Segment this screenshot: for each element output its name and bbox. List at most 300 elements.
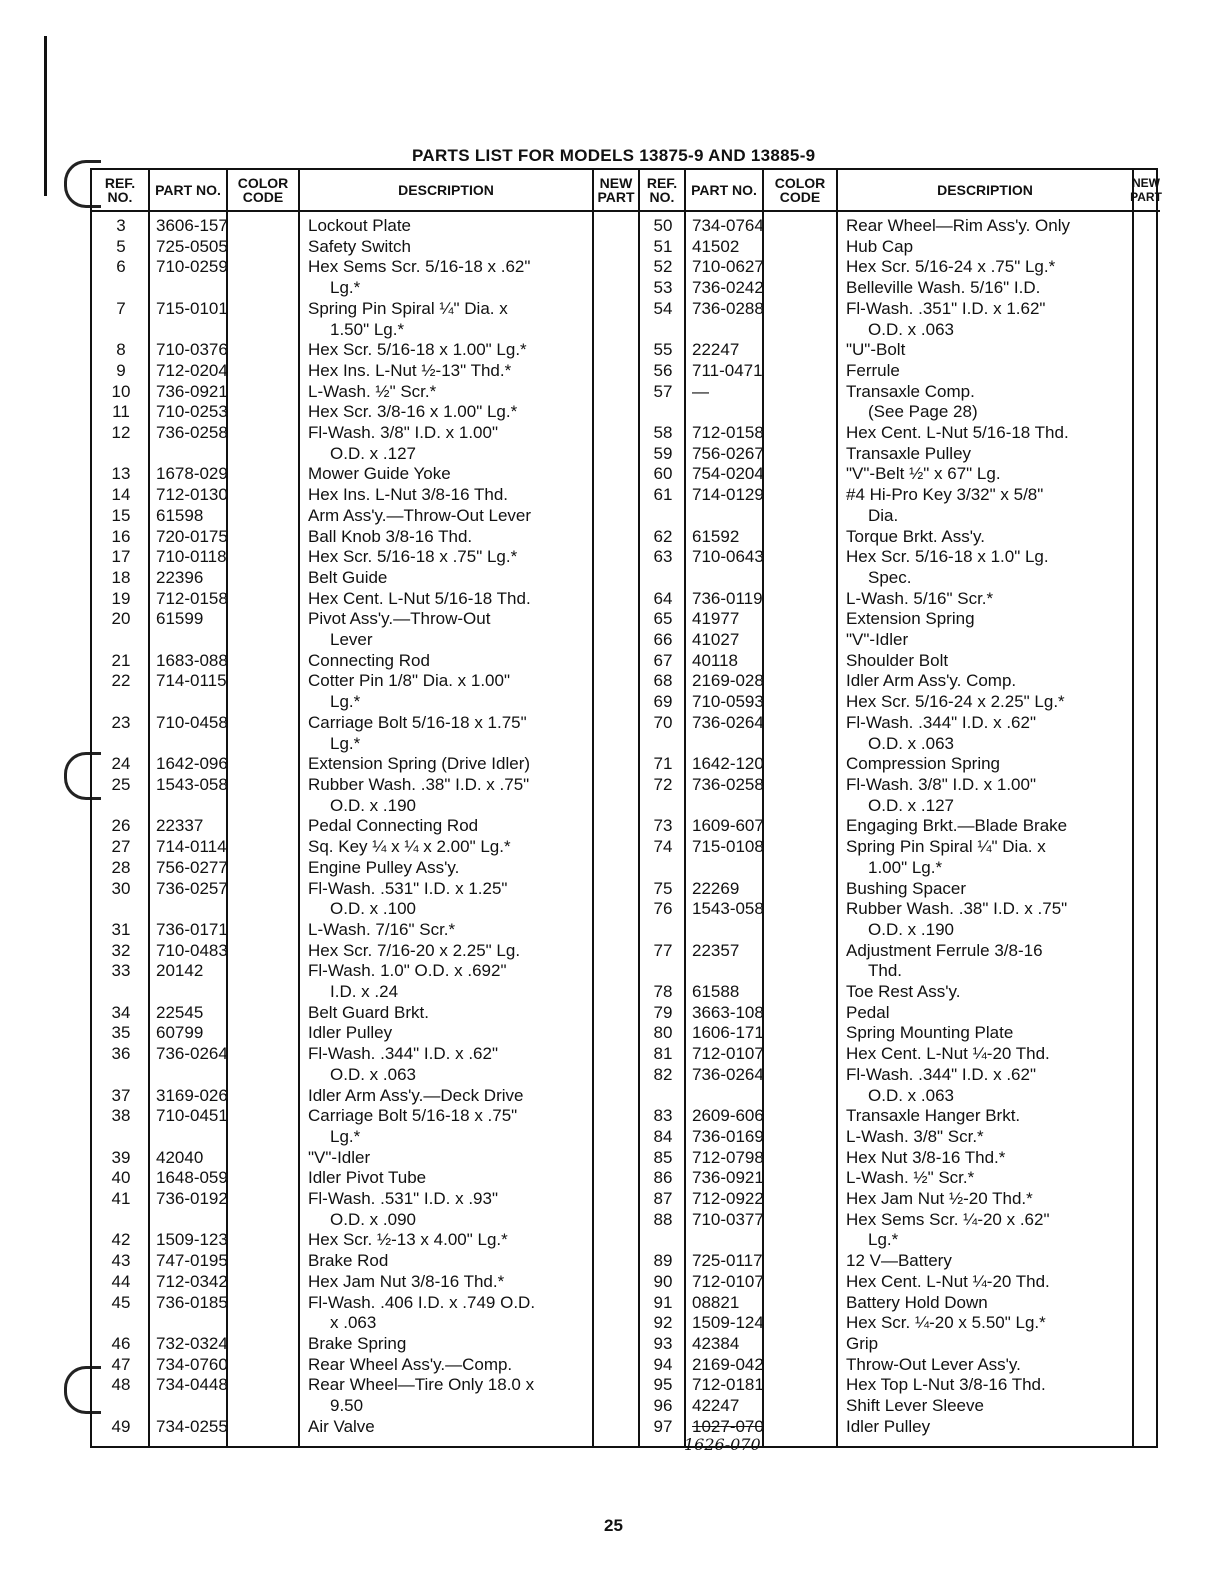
- ref-no: 68: [653, 671, 673, 691]
- description-continuation: O.D. x .190: [868, 919, 954, 939]
- description-line: Fl-Wash. .344" I.D. x .62": [846, 712, 1036, 732]
- ref-no: 28: [111, 857, 131, 877]
- description-line: Hub Cap: [846, 236, 914, 256]
- description-line: Compression Spring: [846, 754, 1001, 774]
- description-continuation: Lever: [330, 630, 373, 650]
- description-line: Transaxle Comp.: [846, 381, 975, 401]
- part-no: 710-0377: [692, 1209, 764, 1229]
- part-no: 61598: [156, 505, 204, 525]
- description: [838, 609, 1134, 630]
- part-no: —: [692, 381, 709, 401]
- part-no: 734-0255: [156, 1416, 228, 1436]
- description: [300, 775, 594, 816]
- table-row: [640, 941, 1160, 982]
- description: [838, 671, 1134, 692]
- table-row: [640, 1272, 1160, 1293]
- ref-no: 32: [111, 940, 131, 960]
- part-no: 712-0107: [692, 1044, 764, 1064]
- ref-no: 18: [111, 567, 131, 587]
- table-row: [640, 485, 1160, 526]
- table-header-right: [640, 170, 1160, 212]
- description-continuation: O.D. x .063: [868, 733, 954, 753]
- description: [300, 568, 594, 589]
- description-line: Fl-Wash. .351" I.D. x 1.62": [846, 298, 1046, 318]
- description-continuation: (See Page 28): [868, 402, 978, 422]
- description-line: Hex Scr. 7/16-20 x 2.25" Lg.: [308, 940, 521, 960]
- table-row: [92, 1168, 638, 1189]
- description-line: Spring Pin Spiral ¼" Dia. x: [846, 837, 1046, 857]
- description-continuation: Lg.*: [330, 692, 361, 712]
- table-row: [640, 1065, 1160, 1106]
- ref-no: 60: [653, 464, 673, 484]
- table-row: [92, 1417, 638, 1438]
- description-line: #4 Hi-Pro Key 3/32" x 5/8": [846, 485, 1044, 505]
- table-row: [92, 754, 638, 775]
- description-line: Bushing Spacer: [846, 878, 967, 898]
- table-row: [640, 340, 1160, 361]
- ref-no: 30: [111, 878, 131, 898]
- description-line: Hex Sems Scr. ¼-20 x .62": [846, 1209, 1050, 1229]
- part-no: 1642-096: [156, 754, 228, 774]
- description-line: Hex Cent. L-Nut 5/16-18 Thd.: [846, 423, 1069, 443]
- description: [838, 1334, 1134, 1355]
- description-line: 12 V—Battery: [846, 1251, 952, 1271]
- table-row: [92, 299, 638, 340]
- description: [838, 444, 1134, 465]
- ref-no: 24: [111, 754, 131, 774]
- ref-no: 74: [653, 837, 673, 857]
- description-line: Hex Cent. L-Nut ¼-20 Thd.: [846, 1271, 1050, 1291]
- table-row: [92, 609, 638, 650]
- table-row: [640, 1168, 1160, 1189]
- ref-no: 87: [653, 1189, 673, 1209]
- description: [300, 651, 594, 672]
- table-row: [92, 464, 638, 485]
- part-no: 736-0288: [692, 298, 764, 318]
- ref-no: 85: [653, 1147, 673, 1167]
- part-no: 22337: [156, 816, 204, 836]
- description-line: Hex Scr. ¼-20 x 5.50" Lg.*: [846, 1313, 1046, 1333]
- table-row: [92, 506, 638, 527]
- part-no: 714-0129: [692, 485, 764, 505]
- description-line: Rubber Wash. .38" I.D. x .75": [846, 899, 1068, 919]
- table-row: [92, 257, 638, 298]
- table-row: [640, 1251, 1160, 1272]
- part-no: 1609-607: [692, 816, 764, 836]
- description-line: Safety Switch: [308, 236, 411, 256]
- ref-no: 44: [111, 1271, 131, 1291]
- description: [838, 237, 1134, 258]
- description-line: Connecting Rod: [308, 650, 430, 670]
- ref-no: 17: [111, 547, 131, 567]
- description: [300, 941, 594, 962]
- part-no: 736-0242: [692, 278, 764, 298]
- description-line: "V"-Idler: [846, 630, 909, 650]
- description: [838, 941, 1134, 982]
- description: [300, 1230, 594, 1251]
- description: [838, 1313, 1134, 1334]
- table-row: [640, 899, 1160, 940]
- ref-no: 48: [111, 1375, 131, 1395]
- part-no: 714-0115: [156, 671, 227, 691]
- description: [838, 1417, 1134, 1454]
- description: [300, 1023, 594, 1044]
- description-line: Rear Wheel Ass'y.—Comp.: [308, 1354, 513, 1374]
- description-line: Air Valve: [308, 1416, 375, 1436]
- description-line: Rubber Wash. .38" I.D. x .75": [308, 774, 530, 794]
- description-line: Adjustment Ferrule 3/8-16: [846, 940, 1043, 960]
- description: [300, 1003, 594, 1024]
- ref-no: 66: [653, 630, 673, 650]
- description-line: Hex Top L-Nut 3/8-16 Thd.: [846, 1375, 1046, 1395]
- ref-no: 34: [111, 1002, 131, 1022]
- part-no: 715-0108: [692, 837, 764, 857]
- ref-no: 80: [653, 1023, 673, 1043]
- table-row: [92, 1023, 638, 1044]
- table-row: [640, 547, 1160, 588]
- table-row: [92, 1106, 638, 1147]
- table-row: [92, 361, 638, 382]
- header-new-part: [594, 170, 638, 210]
- table-row: [640, 527, 1160, 548]
- header-ref-no-right: [640, 170, 686, 210]
- description-continuation: O.D. x .127: [868, 795, 954, 815]
- description: [838, 1148, 1134, 1169]
- table-row: [640, 1023, 1160, 1044]
- description-line: Carriage Bolt 5/16-18 x .75": [308, 1106, 518, 1126]
- description: [300, 257, 594, 298]
- table-row: [92, 1148, 638, 1169]
- description-continuation: Thd.: [868, 961, 903, 981]
- description: [838, 361, 1134, 382]
- table-row: [640, 692, 1160, 713]
- description: [300, 1355, 594, 1376]
- part-no: 2609-606: [692, 1106, 764, 1126]
- table-row: [92, 1355, 638, 1376]
- part-no: 714-0114: [156, 837, 227, 857]
- description: [300, 816, 594, 837]
- description: [300, 713, 594, 754]
- ref-no: 35: [111, 1023, 131, 1043]
- description: [838, 1044, 1134, 1065]
- part-no: 712-0342: [156, 1271, 228, 1291]
- part-no: 08821: [692, 1292, 740, 1312]
- table-row: [640, 879, 1160, 900]
- description: [300, 837, 594, 858]
- part-no: 736-0258: [156, 423, 228, 443]
- description-continuation: O.D. x .190: [330, 795, 416, 815]
- description-continuation: O.D. x .063: [330, 1064, 416, 1084]
- part-no: 710-0593: [692, 692, 764, 712]
- part-no: 736-0257: [156, 878, 228, 898]
- ref-no: 58: [653, 423, 673, 443]
- description: [838, 1210, 1134, 1251]
- part-no: 736-0921: [692, 1168, 764, 1188]
- part-no: 736-0264: [692, 712, 764, 732]
- description: [300, 1375, 594, 1416]
- rows-right: [640, 210, 1160, 1453]
- table-row: [92, 1334, 638, 1355]
- description: [838, 1065, 1134, 1106]
- part-no: 42040: [156, 1147, 204, 1167]
- part-no: 736-0258: [692, 774, 764, 794]
- ref-no: 71: [653, 754, 673, 774]
- description-line: Shift Lever Sleeve: [846, 1396, 984, 1416]
- description: [838, 1251, 1134, 1272]
- ref-no: 82: [653, 1064, 673, 1084]
- ref-no: 54: [653, 298, 673, 318]
- description-line: Carriage Bolt 5/16-18 x 1.75": [308, 712, 527, 732]
- description-line: Hex Cent. L-Nut 5/16-18 Thd.: [308, 588, 531, 608]
- description: [300, 1044, 594, 1085]
- table-row: [640, 754, 1160, 775]
- part-no: 710-0451: [156, 1106, 228, 1126]
- description: [300, 1417, 594, 1438]
- table-row: [92, 713, 638, 754]
- description: [300, 1106, 594, 1147]
- ref-no: 92: [653, 1313, 673, 1333]
- header-part-no: [150, 170, 228, 210]
- part-no: 712-0204: [156, 360, 228, 380]
- ref-no: 90: [653, 1271, 673, 1291]
- ref-no: 11: [112, 402, 130, 422]
- table-row: [640, 278, 1160, 299]
- description: [300, 1086, 594, 1107]
- description: [300, 1168, 594, 1189]
- description: [838, 340, 1134, 361]
- ref-no: 88: [653, 1209, 673, 1229]
- part-no: 734-0764: [692, 216, 764, 235]
- description: [838, 816, 1134, 837]
- ref-no: 3: [116, 216, 126, 235]
- description: [300, 920, 594, 941]
- table-row: [640, 299, 1160, 340]
- description-line: L-Wash. 3/8" Scr.*: [846, 1126, 984, 1146]
- description: [300, 237, 594, 258]
- ref-no: 43: [111, 1251, 131, 1271]
- part-no: 41027: [692, 630, 740, 650]
- part-no: 756-0267: [692, 443, 764, 463]
- description-line: Fl-Wash. 1.0" O.D. x .692": [308, 961, 507, 981]
- ref-no: 86: [653, 1168, 673, 1188]
- table-row: [640, 1106, 1160, 1127]
- description-line: Spring Pin Spiral ¼" Dia. x: [308, 298, 508, 318]
- description-line: Extension Spring (Drive Idler): [308, 754, 531, 774]
- ref-no: 47: [111, 1354, 131, 1374]
- description-line: Transaxle Hanger Brkt.: [846, 1106, 1021, 1126]
- description: [300, 382, 594, 403]
- rows-left: [92, 210, 638, 1437]
- header-ref-label-right: REF. NO.: [646, 175, 678, 205]
- table-row: [92, 382, 638, 403]
- header-desc-label-right: DESCRIPTION: [937, 182, 1033, 198]
- description: [300, 1148, 594, 1169]
- description-line: Spring Mounting Plate: [846, 1023, 1014, 1043]
- part-no: 736-0185: [156, 1292, 228, 1312]
- part-no: 712-0158: [692, 423, 764, 443]
- table-row: [640, 361, 1160, 382]
- table-row: [92, 568, 638, 589]
- ref-no: 14: [111, 485, 131, 505]
- description-line: Sq. Key ¼ x ¼ x 2.00" Lg.*: [308, 837, 511, 857]
- table-row: [92, 1293, 638, 1334]
- ref-no: 38: [111, 1106, 131, 1126]
- table-row: [92, 1003, 638, 1024]
- part-no: 1543-058: [692, 899, 764, 919]
- part-no: 736-0264: [692, 1064, 764, 1084]
- description: [838, 1293, 1134, 1314]
- description-continuation: Lg.*: [330, 278, 361, 298]
- description-line: Hex Ins. L-Nut 3/8-16 Thd.: [308, 485, 509, 505]
- table-header-left: [92, 170, 638, 212]
- ref-no: 65: [653, 609, 673, 629]
- description: [300, 589, 594, 610]
- description-line: L-Wash. ½" Scr.*: [846, 1168, 975, 1188]
- ref-no: 8: [116, 340, 126, 360]
- part-no: 754-0204: [692, 464, 764, 484]
- part-no: 22545: [156, 1002, 204, 1022]
- description-line: Throw-Out Lever Ass'y.: [846, 1354, 1021, 1374]
- table-row: [92, 651, 638, 672]
- description-continuation: O.D. x .090: [330, 1209, 416, 1229]
- ref-no: 67: [653, 650, 673, 670]
- part-no: 22396: [156, 567, 204, 587]
- part-no: 710-0627: [692, 257, 764, 277]
- description-line: Torque Brkt. Ass'y.: [846, 526, 985, 546]
- table-row: [92, 423, 638, 464]
- description: [838, 1375, 1134, 1396]
- description-line: Hex Scr. 5/16-24 x .75" Lg.*: [846, 257, 1056, 277]
- description: [300, 423, 594, 464]
- description: [300, 1334, 594, 1355]
- table-row: [640, 1189, 1160, 1210]
- ref-no: 26: [111, 816, 131, 836]
- table-row: [640, 1313, 1160, 1334]
- description-line: Belleville Wash. 5/16" I.D.: [846, 278, 1041, 298]
- description: [838, 216, 1134, 237]
- description-line: Rear Wheel—Tire Only 18.0 x: [308, 1375, 535, 1395]
- table-row: [92, 527, 638, 548]
- description: [838, 299, 1134, 340]
- ref-no: 45: [111, 1292, 131, 1312]
- description-line: Pivot Ass'y.—Throw-Out: [308, 609, 491, 629]
- header-color-label: COLOR CODE: [237, 175, 289, 205]
- description-line: Hex Ins. L-Nut ½-13" Thd.*: [308, 360, 512, 380]
- description-continuation: Dia.: [868, 505, 899, 525]
- table-row: [92, 340, 638, 361]
- ref-no: 84: [653, 1126, 673, 1146]
- description-line: Toe Rest Ass'y.: [846, 982, 961, 1002]
- description-line: Fl-Wash. .344" I.D. x .62": [308, 1044, 498, 1064]
- description-line: Fl-Wash. .531" I.D. x .93": [308, 1189, 498, 1209]
- table-row: [640, 444, 1160, 465]
- table-row: [640, 216, 1160, 237]
- ref-no: 76: [653, 899, 673, 919]
- description: [838, 464, 1134, 485]
- description-line: Idler Pulley: [308, 1023, 393, 1043]
- part-no: 60799: [156, 1023, 204, 1043]
- part-no: 3663-108: [692, 1002, 764, 1022]
- header-part-label-right: PART NO.: [691, 182, 757, 198]
- table-row: [92, 816, 638, 837]
- ref-no: 96: [653, 1396, 673, 1416]
- table-row: [92, 671, 638, 712]
- table-row: [92, 547, 638, 568]
- header-part-no-right: [686, 170, 764, 210]
- description: [300, 299, 594, 340]
- description-line: Hex Scr. 5/16-18 x 1.00" Lg.*: [308, 340, 527, 360]
- part-no: 41502: [692, 236, 740, 256]
- description-line: "V"-Belt ½" x 67" Lg.: [846, 464, 1001, 484]
- ref-no: 42: [111, 1230, 131, 1250]
- part-no: 725-0117: [692, 1251, 763, 1271]
- table-row: [640, 1334, 1160, 1355]
- table-row: [640, 382, 1160, 423]
- description: [838, 630, 1134, 651]
- part-no: 710-0118: [156, 547, 227, 567]
- description: [838, 1189, 1134, 1210]
- table-row: [640, 982, 1160, 1003]
- header-color-label-right: COLOR CODE: [774, 175, 826, 205]
- ref-no: 91: [653, 1292, 673, 1312]
- table-row: [640, 1210, 1160, 1251]
- table-row: [640, 1293, 1160, 1314]
- part-no: 736-0119: [692, 588, 763, 608]
- description-continuation: 1.00" Lg.*: [868, 857, 943, 877]
- description-line: Ferrule: [846, 360, 900, 380]
- ref-no: 51: [653, 236, 673, 256]
- ref-no: 89: [653, 1251, 673, 1271]
- part-no: 725-0505: [156, 236, 228, 256]
- description: [838, 1023, 1134, 1044]
- description-line: "U"-Bolt: [846, 340, 906, 360]
- description-line: Idler Arm Ass'y. Comp.: [846, 671, 1017, 691]
- part-no: 42384: [692, 1333, 740, 1353]
- ref-no: 53: [653, 278, 673, 298]
- description: [300, 216, 594, 237]
- description: [300, 547, 594, 568]
- description: [838, 527, 1134, 548]
- description: [838, 692, 1134, 713]
- table-row: [92, 237, 638, 258]
- description-line: Belt Guard Brkt.: [308, 1002, 429, 1022]
- part-no: 736-0192: [156, 1189, 228, 1209]
- ref-no: 25: [111, 774, 131, 794]
- table-row: [92, 216, 638, 237]
- description-line: Fl-Wash. .406 I.D. x .749 O.D.: [308, 1292, 536, 1312]
- description: [300, 1251, 594, 1272]
- description-line: Hex Scr. 5/16-18 x 1.0" Lg.: [846, 547, 1049, 567]
- ref-no: 12: [111, 423, 131, 443]
- ref-no: 50: [653, 216, 673, 235]
- table-row: [640, 423, 1160, 444]
- ref-no: 75: [653, 878, 673, 898]
- table-row: [640, 609, 1160, 630]
- part-no: 1509-123: [156, 1230, 228, 1250]
- description: [838, 589, 1134, 610]
- description: [838, 1355, 1134, 1376]
- header-color-code: [228, 170, 300, 210]
- description-line: Idler Arm Ass'y.—Deck Drive: [308, 1085, 524, 1105]
- header-color-code-right: [764, 170, 838, 210]
- part-no: 3169-026: [156, 1085, 228, 1105]
- ref-no: 6: [116, 257, 126, 277]
- description-continuation: x .063: [330, 1313, 377, 1333]
- table-row: [92, 1044, 638, 1085]
- ref-no: 36: [111, 1044, 131, 1064]
- description-line: Brake Spring: [308, 1333, 407, 1353]
- ref-no: 61: [653, 485, 673, 505]
